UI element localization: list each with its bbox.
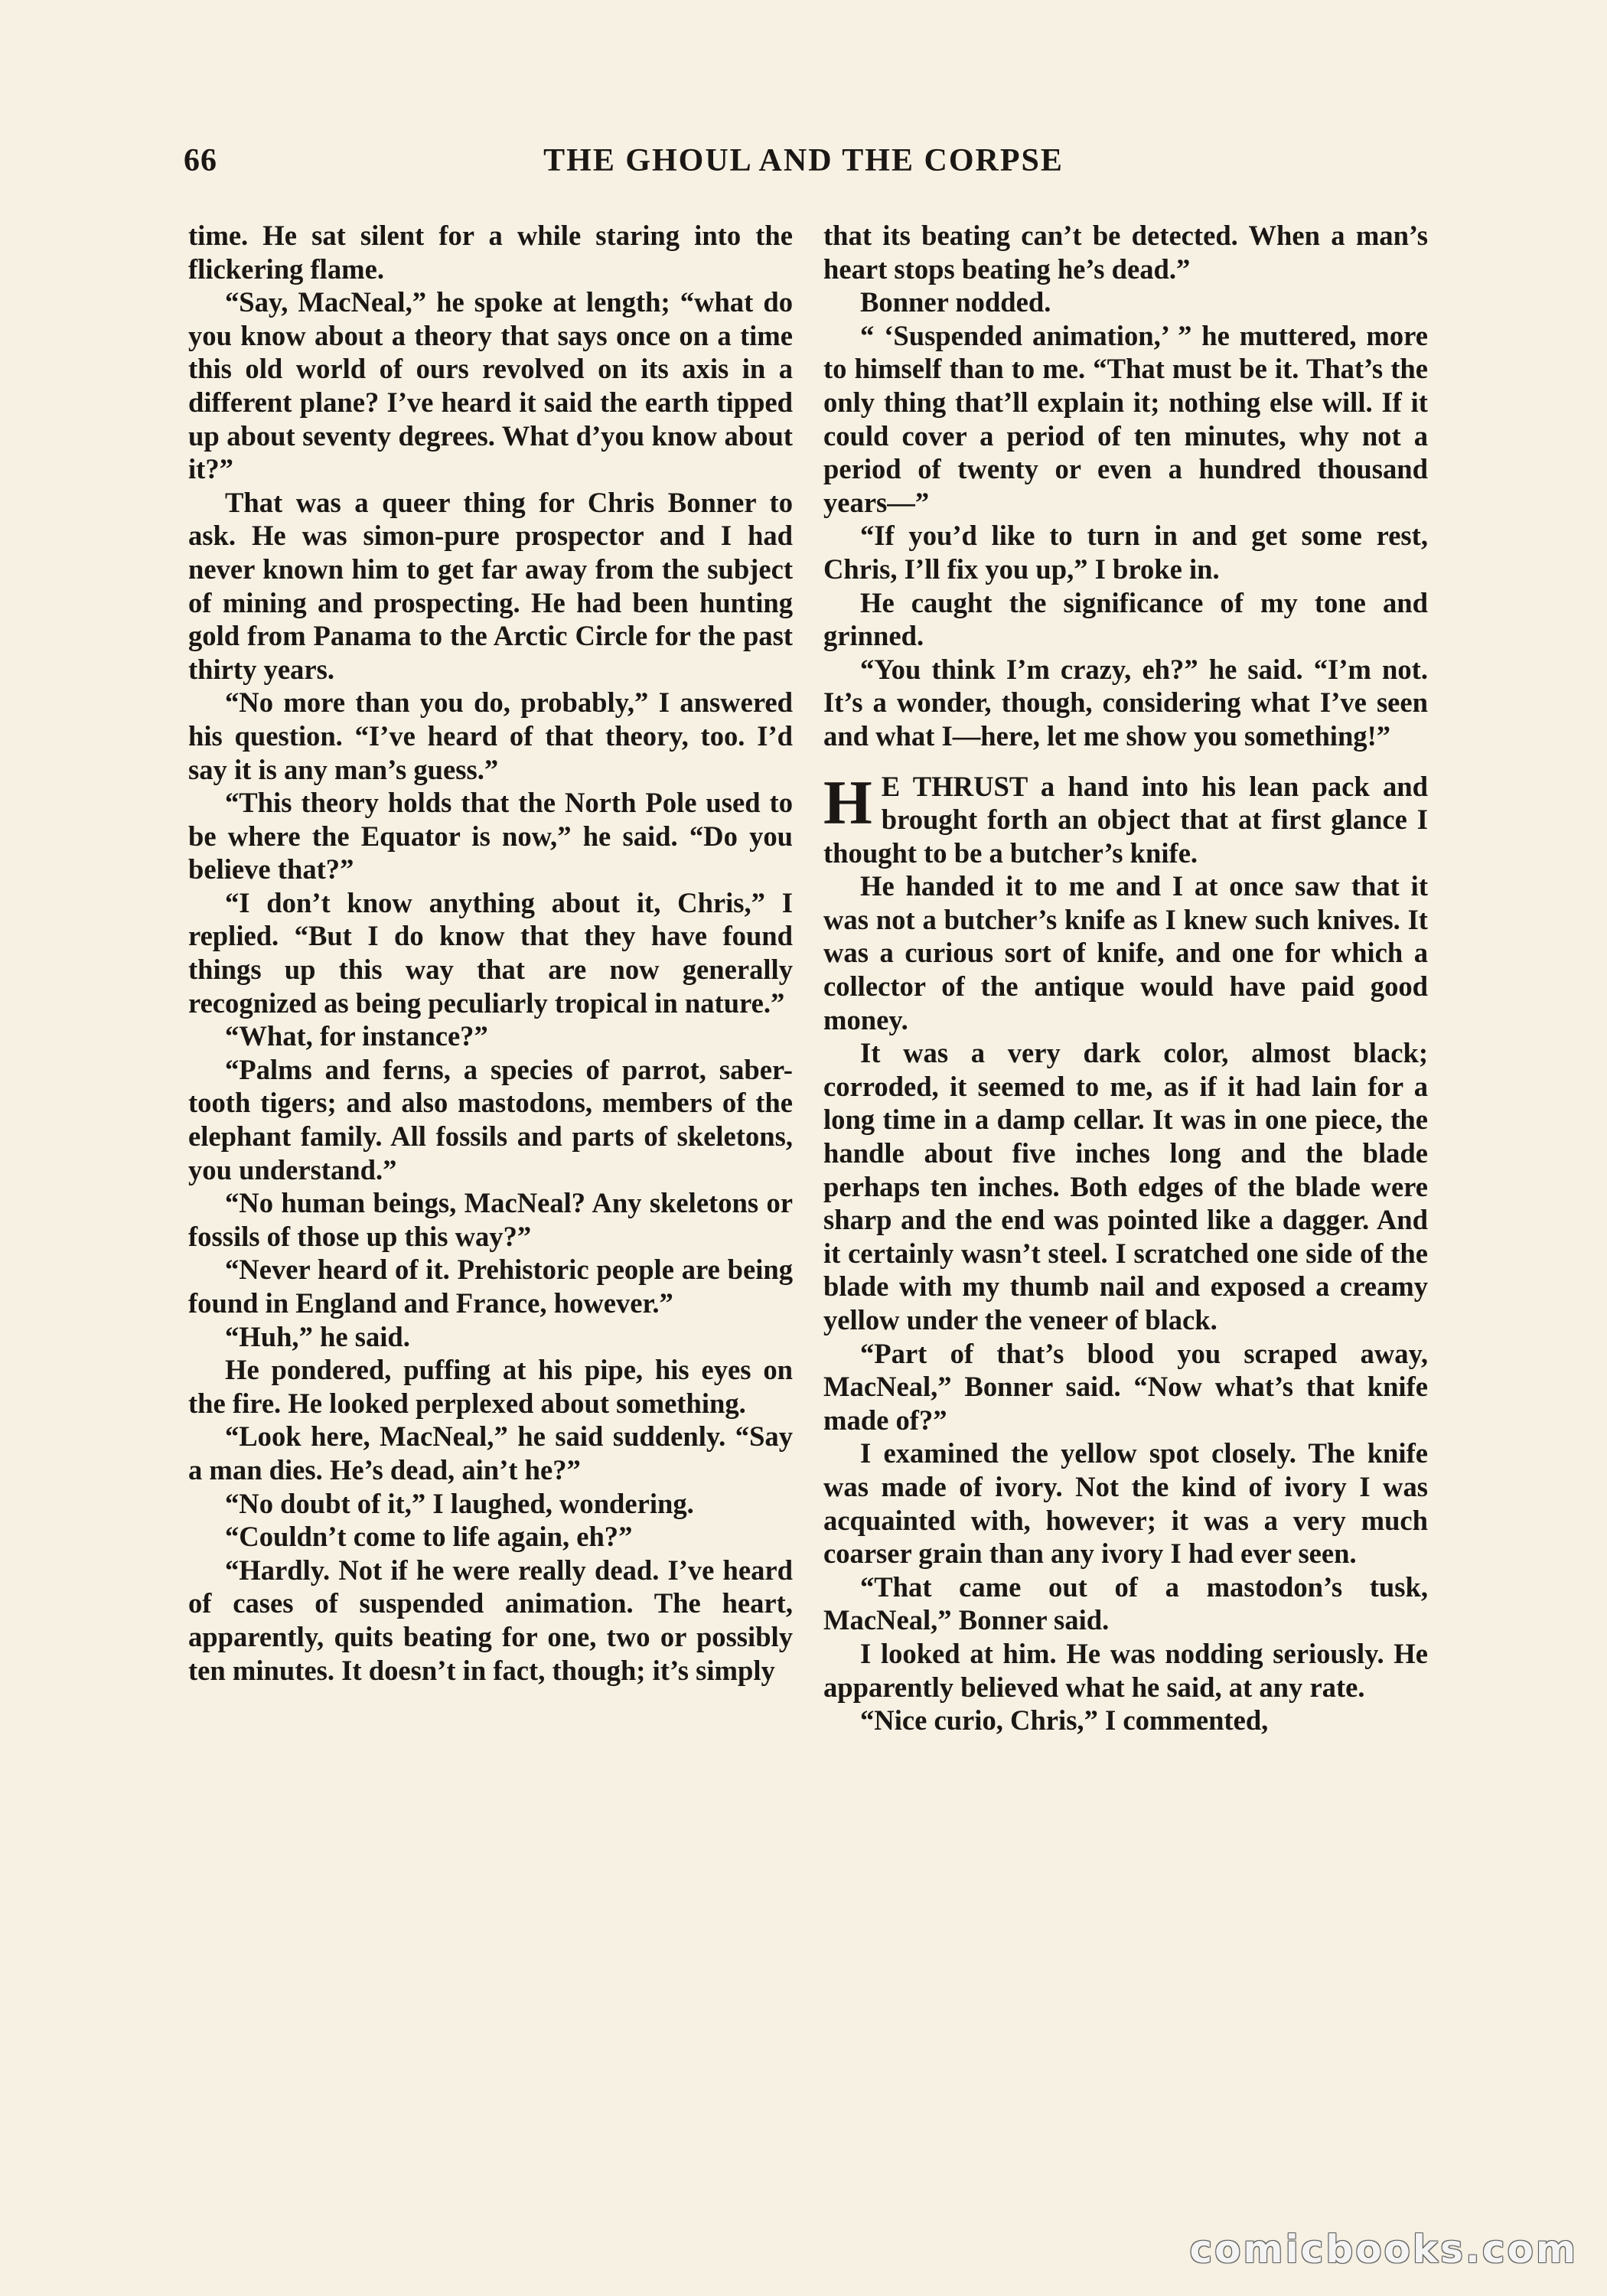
paragraph: that its beating can’t be detected. When a man’s heart stops beating he’s dead.” [823,220,1428,285]
section-opening-text: E THRUST a hand into his lean pack and brought forth an object that at first glance I thought to be a butcher’s knife. [823,770,1428,869]
paragraph: Bonner nodded. [860,286,1051,318]
section-opening-paragraph [823,767,1428,870]
paragraph: He pondered, puffing at his pipe, his eyes on the fire. He looked perplexed about something. [188,1354,793,1419]
paragraph: “No human beings, MacNeal? Any skeletons or fossils of those up this way?” [188,1187,793,1252]
paragraph: I looked at him. He was nodding seriously. He apparently believed what he said, at any rate. [823,1637,1428,1703]
running-title: THE GHOUL AND THE CORPSE [543,143,1064,178]
paragraph: “Look here, MacNeal,” he said suddenly. “Say a man dies. He’s dead, ain’t he?” [188,1420,793,1486]
page-number: 66 [184,143,217,178]
paragraph: “Couldn’t come to life again, eh?” [225,1521,633,1553]
paragraph: “That came out of a mastodon’s tusk, MacNeal,” Bonner said. [823,1570,1428,1636]
paragraph: “Hardly. Not if he were really dead. I’ve heard of cases of suspended animation. The heart, apparently, quits beating for one, two or possibly ten minutes. It doesn’t in fact, though; it’s simply [188,1554,793,1686]
paragraph: “Never heard of it. Prehistoric people are being found in England and France, however.” [188,1254,793,1319]
watermark-logo: comicbooks.com [1189,2227,1578,2272]
paragraph: “What, for instance?” [225,1020,488,1052]
drop-cap: H [823,767,872,837]
paragraph: “No more than you do, probably,” I answered his question. “I’ve heard of that theory, too. I’d say it is any man’s guess.” [188,687,793,785]
paragraph: “Nice curio, Chris,” I commented, [860,1704,1269,1737]
paragraph: “Huh,” he said. [225,1320,410,1352]
paragraph: “Palms and ferns, a species of parrot, saber-tooth tigers; and also mastodons, members of the elephant family. All fossils and parts of skeletons, you understand.” [188,1053,793,1186]
paragraph: He handed it to me and I at once saw that it was not a butcher’s knife as I knew such knives. It was a curious sort of knife, and one for which a collector of the antique would have paid good money. [823,870,1428,1035]
paragraph: I examined the yellow spot closely. The knife was made of ivory. Not the kind of ivory I was acquainted with, however; it was a very much coarser grain than any ivory I had ever seen. [823,1437,1428,1570]
paragraph: “You think I’m crazy, eh?” he said. “I’m not. It’s a wonder, though, considering what I’ve seen and what I—here, let me show you something!” [823,653,1428,752]
left-column [188,219,793,1687]
page-header [184,142,1423,188]
paragraph: time. He sat silent for a while staring into the flickering flame. [188,220,793,285]
paragraph: “If you’d like to turn in and get some rest, Chris, I’ll fix you up,” I broke in. [823,520,1428,585]
right-column [823,219,1428,1737]
paragraph: “ ‘Suspended animation,’ ” he muttered, more to himself than to me. “That must be it. That’s the only thing that’ll explain it; nothing else will. If it could cover a period of ten minutes, why not a period of twenty or even a hundred thousand years—” [823,319,1428,518]
paragraph: “No doubt of it,” I laughed, wondering. [225,1487,694,1519]
paragraph: “This theory holds that the North Pole used to be where the Equator is now,” he said. “Do you believe that?” [188,787,793,885]
paragraph: That was a queer thing for Chris Bonner to ask. He was simon-pure prospector and I had never known him to get far away from the subject of mining and prospecting. He had been hunting gold from Panama to the Arctic Circle for the past thirty years. [188,486,793,685]
paragraph: It was a very dark color, almost black; corroded, it seemed to me, as if it had lain for a long time in a damp cellar. It was in one piece, the handle about five inches long and the blade perhaps ten inches. Both edges of the blade were sharp and the end was pointed like a dagger. And it certainly wasn’t steel. I scratched one side of the blade with my thumb nail and exposed a creamy yellow under the veneer of black. [823,1037,1428,1336]
paragraph: “I don’t know anything about it, Chris,” I replied. “But I do know that they have found things up this way that are now generally recognized as being peculiarly tropical in nature.” [188,886,793,1019]
paragraph: “Part of that’s blood you scraped away, MacNeal,” Bonner said. “Now what’s that knife made of?” [823,1337,1428,1436]
paragraph: He caught the significance of my tone and grinned. [823,586,1428,652]
paragraph: “Say, MacNeal,” he spoke at length; “what do you know about a theory that says once on a time this old world of ours revolved on its axis in a different plane? I’ve heard it said the earth tipped up about seventy degrees. What d’you know about it?” [188,286,793,485]
